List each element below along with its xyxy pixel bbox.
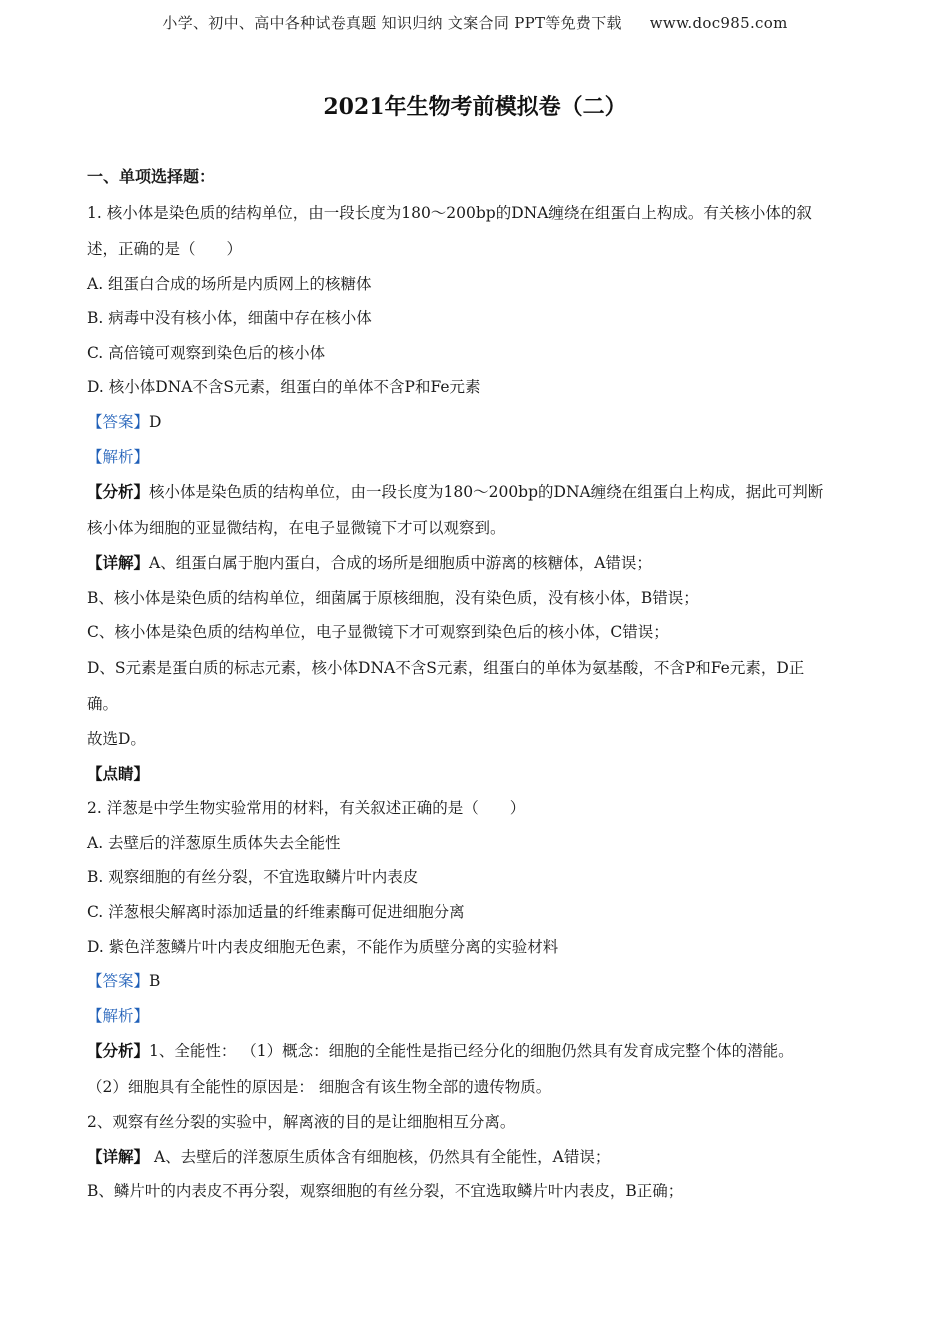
q2-option-a: A. 去壁后的洋葱原生质体失去全能性: [87, 833, 341, 852]
q1-conclusion: 故选D。: [87, 729, 146, 748]
q2-fenxi-line-3: 2、观察有丝分裂的实验中，解离液的目的是让细胞相互分离。: [87, 1113, 516, 1132]
q1-answer: [87, 405, 863, 440]
q1-detail-c: C、核小体是染色质的结构单位，电子显微镜下才可观察到染色后的核小体，C错误；: [87, 623, 669, 642]
q1-detail-a: [87, 546, 863, 581]
detail-text: A、组蛋白属于胞内蛋白，合成的场所是细胞质中游离的核糖体，A错误；: [149, 554, 652, 573]
header-text: 小学、初中、高中各种试卷真题 知识归纳 文案合同 PPT等免费下载: [162, 14, 622, 32]
q1-option-a: A. 组蛋白合成的场所是内质网上的核糖体: [87, 274, 372, 293]
page-header: [0, 12, 950, 33]
answer-value: D: [149, 412, 162, 431]
q2-answer: [87, 964, 863, 999]
q1-fenxi-line-2: 核小体为细胞的亚显微结构，在电子显微镜下才可以观察到。: [87, 519, 506, 538]
detail-tag: 【详解】: [87, 1146, 150, 1166]
dianjing-tag: 【点睛】: [87, 763, 150, 783]
q1-option-b: B. 病毒中没有核小体，细菌中存在核小体: [87, 309, 372, 328]
q2-option-c: C. 洋葱根尖解离时添加适量的纤维素酶可促进细胞分离: [87, 902, 465, 921]
q2-stem: 2. 洋葱是中学生物实验常用的材料，有关叙述正确的是（ ）: [87, 799, 526, 818]
q1-dianjing: [87, 757, 863, 792]
q2-detail-a: [87, 1140, 863, 1175]
q2-analysis-heading: [87, 999, 863, 1034]
fenxi-tag: 【分析】: [87, 1041, 150, 1061]
q1-option-c: C. 高倍镜可观察到染色后的核小体: [87, 343, 326, 362]
q2-fenxi-line-2: （2）细胞具有全能性的原因是： 细胞含有该生物全部的遗传物质。: [87, 1078, 552, 1097]
q2-option-d: D. 紫色洋葱鳞片叶内表皮细胞无色素，不能作为质壁分离的实验材料: [87, 937, 559, 956]
section-heading: 一、单项选择题：: [87, 167, 216, 186]
q1-detail-d-line-2: 确。: [87, 694, 119, 713]
analysis-tag: 【解析】: [87, 1006, 150, 1025]
document-body: [87, 160, 863, 1209]
q1-stem-line-2: 述，正确的是（ ）: [87, 239, 243, 258]
q2-option-b: B. 观察细胞的有丝分裂，不宜选取鳞片叶内表皮: [87, 868, 419, 887]
header-site-link[interactable]: www.doc985.com: [649, 14, 788, 32]
q2-fenxi-line-1: [87, 1033, 863, 1069]
detail-tag: 【详解】: [87, 553, 150, 573]
fenxi-text: 核小体是染色质的结构单位，由一段长度为180～200bp的DNA缠绕在组蛋白上构成，据此可判断: [149, 483, 824, 502]
q1-option-d: D. 核小体DNA不含S元素，组蛋白的单体不含P和Fe元素: [87, 378, 481, 397]
q1-detail-d-line-1: D、S元素是蛋白质的标志元素，核小体DNA不含S元素，组蛋白的单体为氨基酸，不含P和Fe元素，D正: [87, 658, 805, 677]
q2-detail-b: B、鳞片叶的内表皮不再分裂，观察细胞的有丝分裂，不宜选取鳞片叶内表皮，B正确；: [87, 1182, 684, 1201]
answer-tag: 【答案】: [87, 412, 150, 431]
q1-stem-line-1: 1. 核小体是染色质的结构单位，由一段长度为180～200bp的DNA缠绕在组蛋白上构成。有关核小体的叙: [87, 203, 812, 222]
q1-analysis-heading: [87, 440, 863, 475]
fenxi-tag: 【分析】: [87, 482, 150, 502]
page-title: 2021年生物考前模拟卷（二）: [323, 94, 627, 120]
answer-value: B: [149, 972, 161, 991]
analysis-tag: 【解析】: [87, 447, 150, 466]
fenxi-text: 1、全能性： （1）概念：细胞的全能性是指已经分化的细胞仍然具有发育成完整个体的潜能。: [149, 1042, 794, 1061]
q1-fenxi-line-1: [87, 474, 863, 510]
answer-tag: 【答案】: [87, 972, 150, 991]
q1-detail-b: B、核小体是染色质的结构单位，细菌属于原核细胞，没有染色质，没有核小体，B错误；: [87, 588, 699, 607]
detail-text: A、去壁后的洋葱原生质体含有细胞核，仍然具有全能性，A错误；: [149, 1147, 611, 1166]
